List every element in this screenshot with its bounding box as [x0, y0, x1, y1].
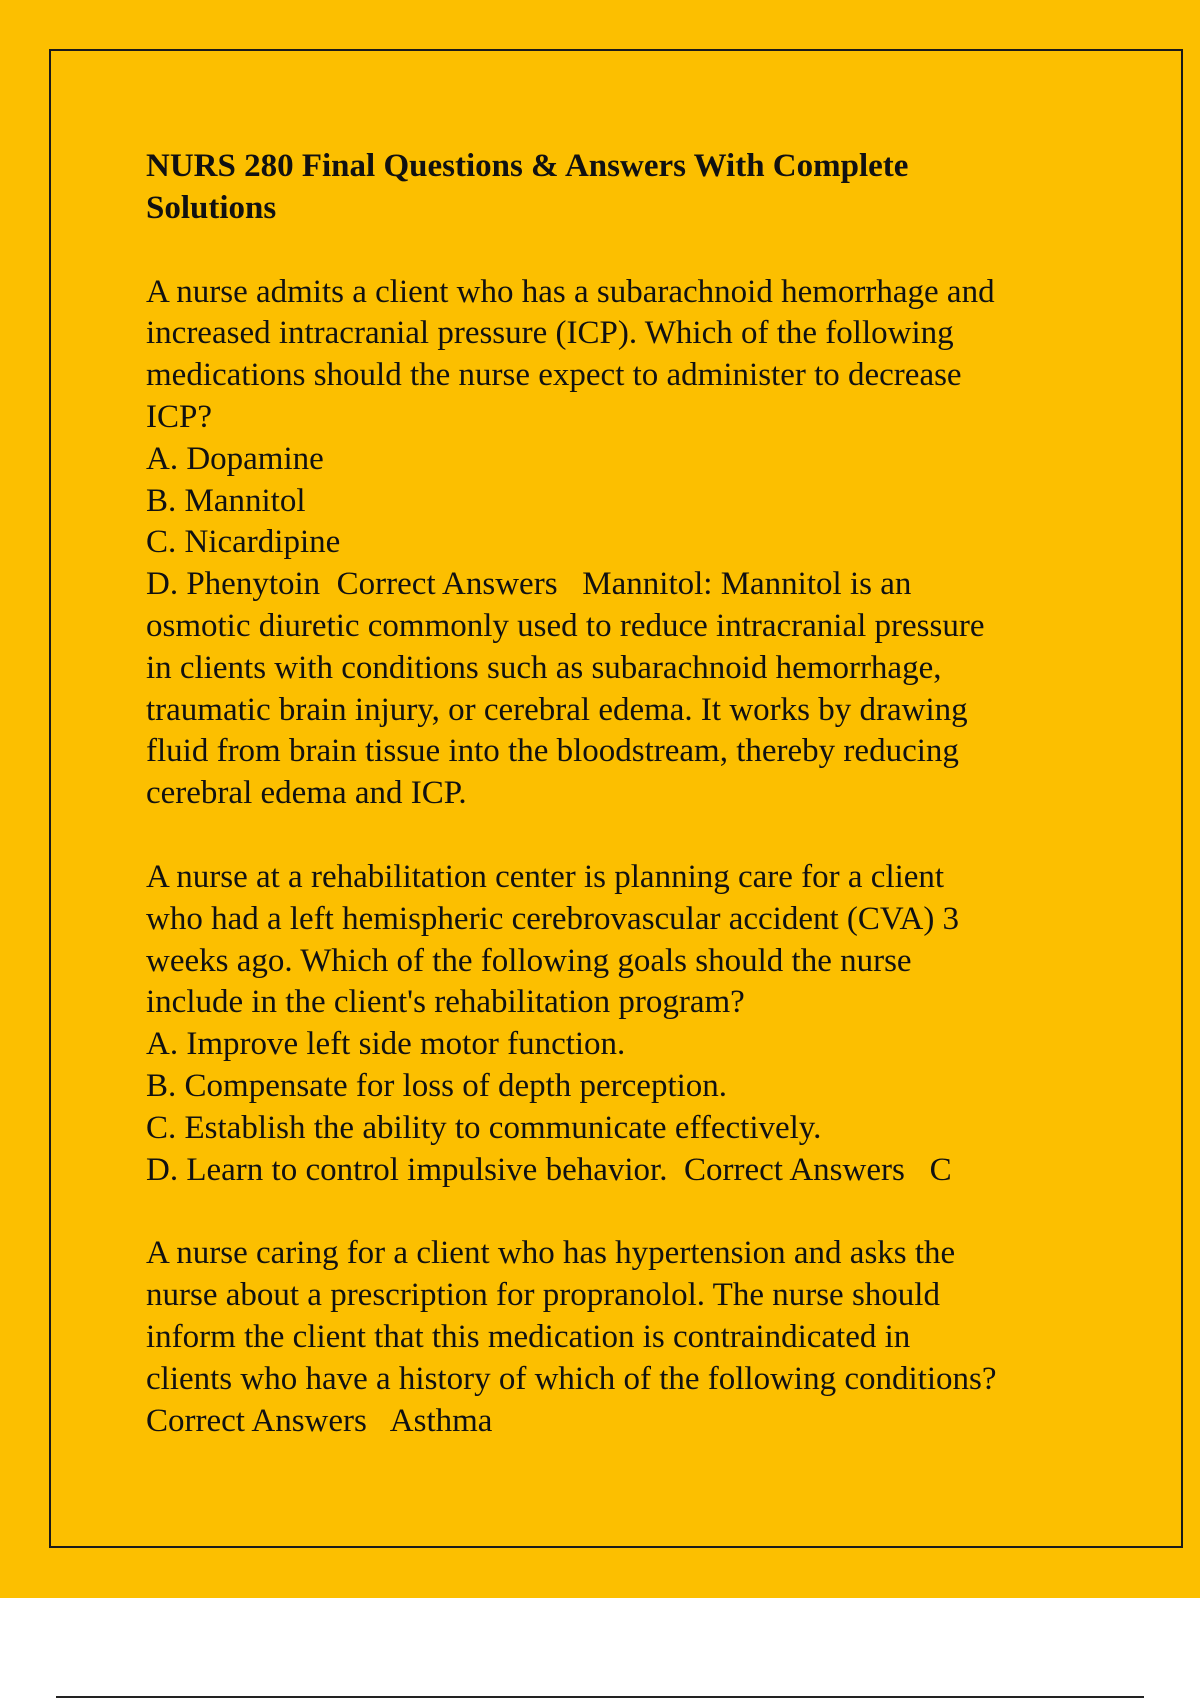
- question-1-line: A nurse admits a client who has a subarachnoid hemorrhage and: [146, 273, 995, 310]
- question-2-option-c: C. Establish the ability to communicate effectively.: [146, 1109, 822, 1146]
- question-2: [146, 857, 1106, 1191]
- document-content: [146, 146, 1106, 1442]
- question-3-answer: Correct Answers Asthma: [146, 1402, 493, 1439]
- question-2-line: who had a left hemispheric cerebrovascular accident (CVA) 3: [146, 900, 960, 937]
- question-2-option-a: A. Improve left side motor function.: [146, 1026, 626, 1063]
- question-3: [146, 1233, 1106, 1442]
- question-1-rationale: traumatic brain injury, or cerebral edema. It works by drawing: [146, 691, 968, 728]
- question-1-line: medications should the nurse expect to administer to decrease: [146, 357, 962, 394]
- question-1-option-d-answer: D. Phenytoin Correct Answers Mannitol: Mannitol is an: [146, 566, 912, 603]
- question-3-line: inform the client that this medication is contraindicated in: [146, 1318, 911, 1355]
- question-3-line: clients who have a history of which of the following conditions?: [146, 1360, 997, 1397]
- question-1-option-b: B. Mannitol: [146, 482, 306, 519]
- question-1-rationale: osmotic diuretic commonly used to reduce intracranial pressure: [146, 607, 985, 644]
- question-2-line: A nurse at a rehabilitation center is planning care for a client: [146, 858, 945, 895]
- footer-divider: [56, 1696, 1144, 1698]
- question-1: [146, 272, 1106, 815]
- question-1-option-a: A. Dopamine: [146, 440, 324, 477]
- question-2-line: include in the client's rehabilitation program?: [146, 984, 745, 1021]
- question-1-line: ICP?: [146, 398, 212, 435]
- question-1-rationale: in clients with conditions such as subarachnoid hemorrhage,: [146, 649, 942, 686]
- question-3-line: nurse about a prescription for propranolol. The nurse should: [146, 1277, 940, 1314]
- question-1-rationale: fluid from brain tissue into the bloodstream, thereby reducing: [146, 733, 959, 770]
- question-2-option-d-answer: D. Learn to control impulsive behavior. Correct Answers C: [146, 1151, 952, 1188]
- question-1-line: increased intracranial pressure (ICP). Which of the following: [146, 315, 954, 352]
- question-1-rationale: cerebral edema and ICP.: [146, 775, 467, 812]
- question-2-line: weeks ago. Which of the following goals should the nurse: [146, 942, 912, 979]
- question-1-option-c: C. Nicardipine: [146, 524, 341, 561]
- question-2-option-b: B. Compensate for loss of depth perception.: [146, 1067, 728, 1104]
- question-3-line: A nurse caring for a client who has hypertension and asks the: [146, 1235, 956, 1272]
- document-title: NURS 280 Final Questions & Answers With Complete Solutions: [146, 148, 909, 226]
